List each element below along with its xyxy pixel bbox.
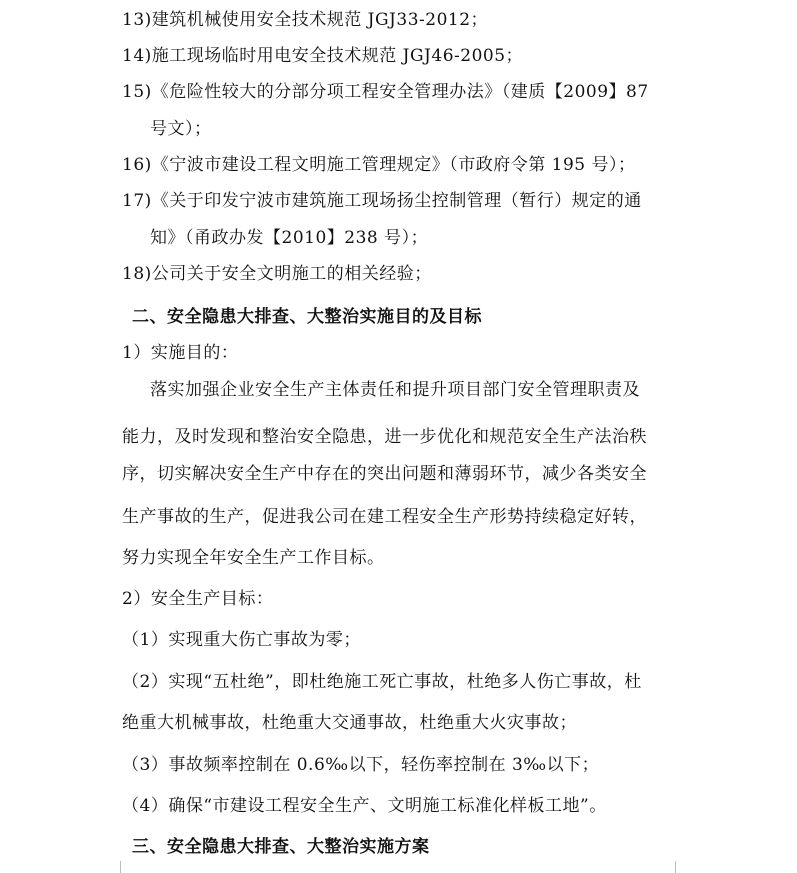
paragraph-purpose-line-2: 能力，及时发现和整治安全隐患，进一步优化和规范安全生产法治秩 [122, 427, 647, 447]
reference-14: 14)施工现场临时用电安全技术规范 JGJ46-2005； [122, 46, 524, 66]
subheading-safety-goals: 2）安全生产目标： [122, 589, 274, 609]
subheading-purpose: 1）实施目的： [122, 343, 239, 363]
page-crop-mark-right [675, 861, 676, 873]
section-heading-3: 三、安全隐患大排查、大整治实施方案 [132, 837, 430, 857]
section-heading-2: 二、安全隐患大排查、大整治实施目的及目标 [132, 307, 482, 327]
paragraph-purpose-line-4: 生产事故的生产，促进我公司在建工程安全生产形势持续稳定好转， [122, 507, 647, 527]
reference-16: 16)《宁波市建设工程文明施工管理规定》（市政府令第 195 号）； [122, 155, 636, 175]
page-crop-mark-left [120, 861, 121, 873]
paragraph-purpose-line-3: 序，切实解决安全生产中存在的突出问题和薄弱环节，减少各类安全 [122, 464, 647, 484]
reference-15-continued: 号文）； [150, 119, 212, 139]
goal-3: （3）事故频率控制在 0.6‰以下，轻伤率控制在 3‰以下； [122, 755, 600, 775]
reference-15: 15)《危险性较大的分部分项工程安全管理办法》（建质【2009】87 [122, 82, 649, 102]
goal-4: （4）确保“市建设工程安全生产、文明施工标准化样板工地”。 [122, 796, 607, 816]
paragraph-purpose-line-5: 努力实现全年安全生产工作目标。 [122, 548, 385, 568]
reference-18: 18)公司关于安全文明施工的相关经验； [122, 264, 432, 284]
goal-2: （2）实现“五杜绝”，即杜绝施工死亡事故，杜绝多人伤亡事故，杜 [122, 672, 642, 692]
reference-17-continued: 知》（甬政办发【2010】238 号）； [150, 228, 429, 248]
reference-17: 17)《关于印发宁波市建筑施工现场扬尘控制管理（暂行）规定的通 [122, 191, 642, 211]
reference-13: 13)建筑机械使用安全技术规范 JGJ33-2012； [122, 10, 489, 30]
goal-2-continued: 绝重大机械事故，杜绝重大交通事故，杜绝重大火灾事故； [122, 713, 577, 733]
paragraph-purpose-line-1: 落实加强企业安全生产主体责任和提升项目部门安全管理职责及 [150, 380, 640, 400]
goal-1: （1）实现重大伤亡事故为零； [122, 630, 361, 650]
